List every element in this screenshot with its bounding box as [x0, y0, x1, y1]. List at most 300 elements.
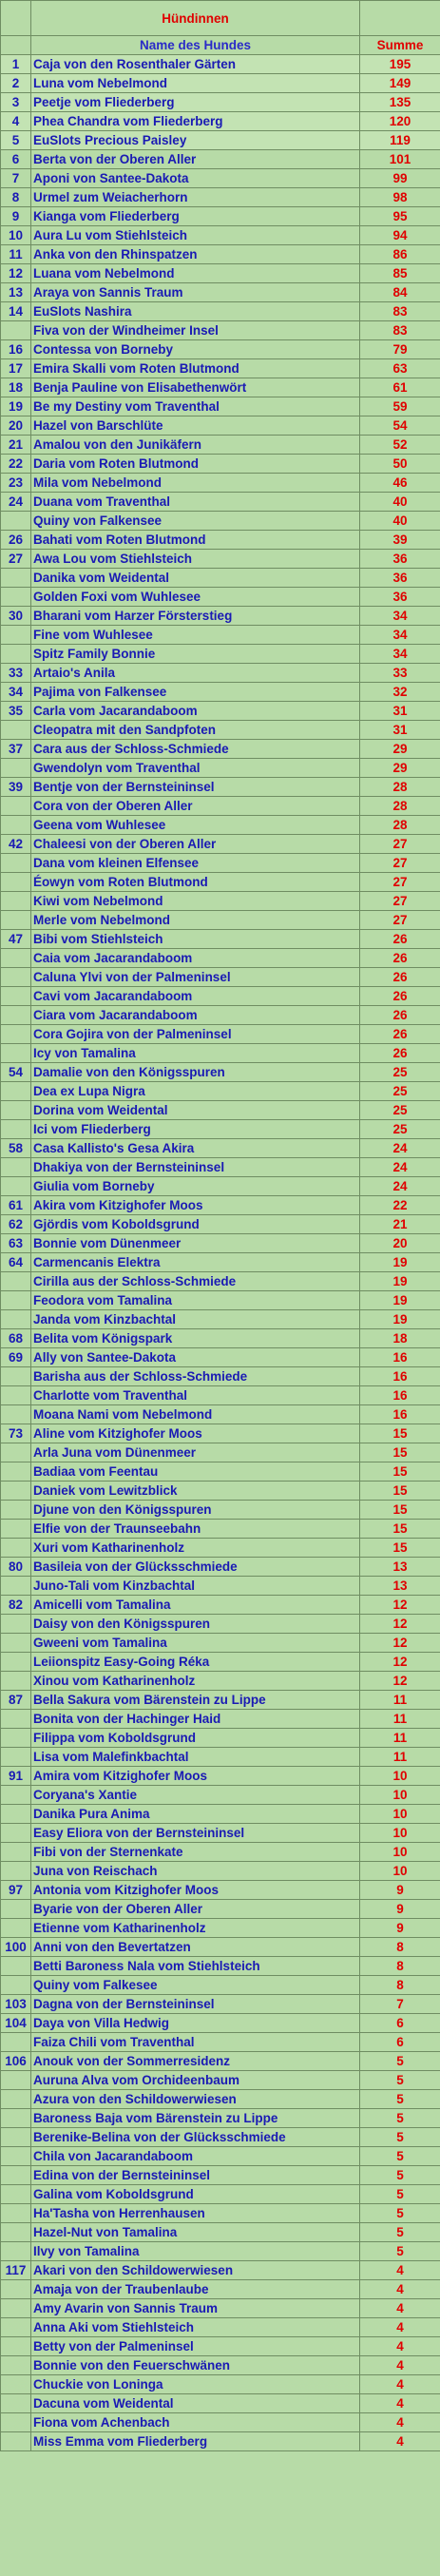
dog-name-cell: Berenike-Belina von der Glücksschmiede [31, 2128, 360, 2147]
rank-cell: 73 [1, 1424, 31, 1443]
dog-name-cell: Xuri vom Katharinenholz [31, 1539, 360, 1558]
table-row [1, 1634, 440, 1653]
rank-cell [1, 2033, 31, 2052]
table-row [1, 1938, 440, 1957]
rank-cell: 13 [1, 283, 31, 302]
score-cell: 83 [360, 321, 440, 340]
dog-name-cell: Betti Baroness Nala vom Stiehlsteich [31, 1957, 360, 1976]
dog-name-cell: Benja Pauline von Elisabethenwört [31, 378, 360, 397]
table-row [1, 55, 440, 74]
table-row [1, 1824, 440, 1843]
rank-cell [1, 1291, 31, 1310]
score-cell: 34 [360, 626, 440, 645]
dog-name-cell: Awa Lou vom Stiehlsteich [31, 550, 360, 569]
rank-cell [1, 873, 31, 892]
rank-cell [1, 816, 31, 835]
rank-cell: 17 [1, 359, 31, 378]
dog-name-cell: Duana vom Traventhal [31, 493, 360, 512]
table-row [1, 188, 440, 207]
dog-name-cell: Golden Foxi vom Wuhlesee [31, 588, 360, 607]
score-cell: 5 [360, 2242, 440, 2261]
rank-cell: 14 [1, 302, 31, 321]
table-row [1, 2356, 440, 2375]
dog-name-cell: Cara aus der Schloss-Schmiede [31, 740, 360, 759]
rank-cell [1, 797, 31, 816]
rank-cell [1, 854, 31, 873]
table-row [1, 1120, 440, 1139]
rank-cell: 97 [1, 1881, 31, 1900]
score-cell: 4 [360, 2337, 440, 2356]
dog-name-cell: Bella Sakura vom Bärenstein zu Lippe [31, 1691, 360, 1710]
rank-cell: 9 [1, 207, 31, 226]
rank-cell [1, 1177, 31, 1196]
table-row [1, 1044, 440, 1063]
rank-cell: 20 [1, 416, 31, 436]
rank-cell [1, 1653, 31, 1672]
rank-cell [1, 1272, 31, 1291]
rank-cell [1, 321, 31, 340]
header-score: Summe [360, 36, 440, 55]
dog-name-cell: Juna von Reischach [31, 1862, 360, 1881]
table-row [1, 1520, 440, 1539]
rank-cell [1, 645, 31, 664]
table-row [1, 1291, 440, 1310]
dog-name-cell: Chila von Jacarandaboom [31, 2147, 360, 2166]
rank-cell [1, 2432, 31, 2451]
score-cell: 10 [360, 1843, 440, 1862]
table-row [1, 2109, 440, 2128]
rank-cell [1, 911, 31, 930]
dog-name-cell: Bahati vom Roten Blutmond [31, 531, 360, 550]
score-cell: 34 [360, 607, 440, 626]
dog-name-cell: Azura von den Schildowerwiesen [31, 2090, 360, 2109]
table-row [1, 1158, 440, 1177]
rank-cell [1, 588, 31, 607]
dog-name-cell: Artaio's Anila [31, 664, 360, 683]
rank-cell [1, 1672, 31, 1691]
score-cell: 19 [360, 1310, 440, 1329]
table-row [1, 455, 440, 474]
table-row [1, 1900, 440, 1919]
score-cell: 15 [360, 1424, 440, 1443]
dog-name-cell: Daya von Villa Hedwig [31, 2014, 360, 2033]
dog-name-cell: Faiza Chili vom Traventhal [31, 2033, 360, 2052]
table-row [1, 2033, 440, 2052]
rank-cell [1, 2318, 31, 2337]
score-cell: 120 [360, 112, 440, 131]
table-row [1, 74, 440, 93]
dog-name-cell: Cirilla aus der Schloss-Schmiede [31, 1272, 360, 1291]
score-cell: 86 [360, 245, 440, 264]
table-row [1, 702, 440, 721]
rank-cell: 42 [1, 835, 31, 854]
table-row [1, 359, 440, 378]
table-row [1, 987, 440, 1006]
score-cell: 19 [360, 1253, 440, 1272]
rank-cell [1, 1843, 31, 1862]
score-cell: 5 [360, 2071, 440, 2090]
dog-name-cell: Ciara vom Jacarandaboom [31, 1006, 360, 1025]
score-cell: 46 [360, 474, 440, 493]
rank-cell [1, 2375, 31, 2394]
dog-name-cell: Daisy von den Königsspuren [31, 1615, 360, 1634]
rank-cell: 63 [1, 1234, 31, 1253]
table-row [1, 474, 440, 493]
dog-name-cell: Kiwi vom Nebelmond [31, 892, 360, 911]
table-row [1, 302, 440, 321]
rank-cell [1, 1786, 31, 1805]
dog-name-cell: Charlotte vom Traventhal [31, 1386, 360, 1405]
score-cell: 15 [360, 1482, 440, 1501]
score-cell: 10 [360, 1767, 440, 1786]
page-title: Hündinnen [31, 1, 360, 36]
score-cell: 52 [360, 436, 440, 455]
dog-name-cell: Bibi vom Stiehlsteich [31, 930, 360, 949]
dog-name-cell: Geena vom Wuhlesee [31, 816, 360, 835]
rank-cell: 24 [1, 493, 31, 512]
score-cell: 13 [360, 1558, 440, 1577]
table-row [1, 1710, 440, 1729]
score-cell: 149 [360, 74, 440, 93]
dog-name-cell: Aline vom Kitzighofer Moos [31, 1424, 360, 1443]
rank-cell [1, 1539, 31, 1558]
table-row [1, 1348, 440, 1367]
table-row [1, 397, 440, 416]
score-cell: 11 [360, 1710, 440, 1729]
score-cell: 27 [360, 892, 440, 911]
score-cell: 4 [360, 2299, 440, 2318]
dog-name-cell: Djune von den Königsspuren [31, 1501, 360, 1520]
table-row [1, 1367, 440, 1386]
table-row [1, 1215, 440, 1234]
rank-cell [1, 626, 31, 645]
score-cell: 21 [360, 1215, 440, 1234]
dog-name-cell: Betty von der Palmeninsel [31, 2337, 360, 2356]
rank-cell: 39 [1, 778, 31, 797]
table-row [1, 1272, 440, 1291]
table-row [1, 1881, 440, 1900]
table-row [1, 1729, 440, 1748]
rank-cell [1, 1577, 31, 1596]
score-cell: 26 [360, 1025, 440, 1044]
dog-name-cell: Easy Eliora von der Bernsteininsel [31, 1824, 360, 1843]
table-row [1, 1253, 440, 1272]
table-row [1, 683, 440, 702]
dog-name-cell: Bentje von der Bernsteininsel [31, 778, 360, 797]
rank-cell: 5 [1, 131, 31, 150]
rank-cell [1, 2242, 31, 2261]
score-cell: 6 [360, 2033, 440, 2052]
rank-cell [1, 2128, 31, 2147]
rank-cell [1, 2337, 31, 2356]
score-cell: 25 [360, 1082, 440, 1101]
score-cell: 33 [360, 664, 440, 683]
dog-name-cell: Bonita von der Hachinger Haid [31, 1710, 360, 1729]
score-cell: 39 [360, 531, 440, 550]
score-cell: 26 [360, 987, 440, 1006]
dog-name-cell: Cora von der Oberen Aller [31, 797, 360, 816]
table-row [1, 2223, 440, 2242]
table-row [1, 626, 440, 645]
rank-cell [1, 1957, 31, 1976]
score-cell: 12 [360, 1596, 440, 1615]
score-cell: 5 [360, 2109, 440, 2128]
rank-cell [1, 892, 31, 911]
score-cell: 31 [360, 702, 440, 721]
table-row [1, 112, 440, 131]
table-row [1, 378, 440, 397]
table-row [1, 1310, 440, 1329]
table-row [1, 1558, 440, 1577]
rank-cell [1, 1405, 31, 1424]
dog-name-cell: Caluna Ylvi von der Palmeninsel [31, 968, 360, 987]
rank-cell: 30 [1, 607, 31, 626]
rank-cell [1, 987, 31, 1006]
dog-name-cell: Dagna von der Bernsteininsel [31, 1995, 360, 2014]
dog-name-cell: Dhakiya von der Bernsteininsel [31, 1158, 360, 1177]
rank-cell: 7 [1, 169, 31, 188]
rank-cell: 10 [1, 226, 31, 245]
title-row [1, 1, 440, 36]
table-row [1, 321, 440, 340]
score-cell: 15 [360, 1443, 440, 1462]
dog-name-cell: Anna Aki vom Stiehlsteich [31, 2318, 360, 2337]
rank-cell [1, 968, 31, 987]
dog-name-cell: Fiva von der Windheimer Insel [31, 321, 360, 340]
score-cell: 27 [360, 873, 440, 892]
dog-name-cell: Dana vom kleinen Elfensee [31, 854, 360, 873]
dog-name-cell: Dorina vom Weidental [31, 1101, 360, 1120]
table-row [1, 1672, 440, 1691]
rank-cell [1, 1443, 31, 1462]
dog-name-cell: Caia vom Jacarandaboom [31, 949, 360, 968]
dog-name-cell: Gjördis vom Koboldsgrund [31, 1215, 360, 1234]
table-row [1, 1957, 440, 1976]
score-cell: 94 [360, 226, 440, 245]
score-cell: 27 [360, 911, 440, 930]
table-row [1, 968, 440, 987]
dog-name-cell: Etienne vom Katharinenholz [31, 1919, 360, 1938]
rank-cell [1, 1862, 31, 1881]
score-cell: 36 [360, 550, 440, 569]
dog-name-cell: Bonnie von den Feuerschwänen [31, 2356, 360, 2375]
rank-cell: 35 [1, 702, 31, 721]
dog-name-cell: Ha'Tasha von Herrenhausen [31, 2204, 360, 2223]
score-cell: 10 [360, 1805, 440, 1824]
table-row [1, 436, 440, 455]
table-row [1, 1386, 440, 1405]
table-row [1, 1177, 440, 1196]
rank-cell: 62 [1, 1215, 31, 1234]
score-cell: 31 [360, 721, 440, 740]
dog-name-cell: Juno-Tali vom Kinzbachtal [31, 1577, 360, 1596]
rank-cell [1, 1025, 31, 1044]
table-row [1, 930, 440, 949]
dog-name-cell: Ici vom Fliederberg [31, 1120, 360, 1139]
table-row [1, 797, 440, 816]
table-row [1, 416, 440, 436]
table-row [1, 911, 440, 930]
score-cell: 26 [360, 949, 440, 968]
rank-cell: 61 [1, 1196, 31, 1215]
table-row [1, 1805, 440, 1824]
score-cell: 28 [360, 816, 440, 835]
rank-cell [1, 2394, 31, 2413]
dog-name-cell: Araya von Sannis Traum [31, 283, 360, 302]
score-cell: 36 [360, 588, 440, 607]
rank-cell [1, 1805, 31, 1824]
dog-name-cell: EuSlots Nashira [31, 302, 360, 321]
table-row [1, 1063, 440, 1082]
rank-cell [1, 2299, 31, 2318]
dog-name-cell: Edina von der Bernsteininsel [31, 2166, 360, 2185]
score-cell: 9 [360, 1881, 440, 1900]
dog-name-cell: Gweeni vom Tamalina [31, 1634, 360, 1653]
score-cell: 5 [360, 2128, 440, 2147]
dog-name-cell: Leiionspitz Easy-Going Réka [31, 1653, 360, 1672]
table-row [1, 1405, 440, 1424]
rank-cell: 91 [1, 1767, 31, 1786]
table-row [1, 2071, 440, 2090]
table-row [1, 1234, 440, 1253]
score-cell: 27 [360, 835, 440, 854]
dog-name-cell: Feodora vom Tamalina [31, 1291, 360, 1310]
rank-cell [1, 2185, 31, 2204]
score-cell: 32 [360, 683, 440, 702]
rank-cell: 1 [1, 55, 31, 74]
dog-name-cell: Galina vom Koboldsgrund [31, 2185, 360, 2204]
score-cell: 8 [360, 1938, 440, 1957]
score-cell: 26 [360, 968, 440, 987]
rank-cell: 3 [1, 93, 31, 112]
table-row [1, 2413, 440, 2432]
score-cell: 16 [360, 1386, 440, 1405]
score-cell: 11 [360, 1729, 440, 1748]
score-cell: 26 [360, 1006, 440, 1025]
rank-cell: 2 [1, 74, 31, 93]
score-cell: 16 [360, 1367, 440, 1386]
table-row [1, 1025, 440, 1044]
table-row [1, 531, 440, 550]
rank-cell [1, 2090, 31, 2109]
score-cell: 61 [360, 378, 440, 397]
rank-cell [1, 1082, 31, 1101]
table-row [1, 2242, 440, 2261]
score-cell: 26 [360, 1044, 440, 1063]
score-cell: 15 [360, 1462, 440, 1482]
rank-cell: 82 [1, 1596, 31, 1615]
table-row [1, 2280, 440, 2299]
dog-name-cell: Amira vom Kitzighofer Moos [31, 1767, 360, 1786]
score-cell: 84 [360, 283, 440, 302]
score-cell: 13 [360, 1577, 440, 1596]
table-row [1, 93, 440, 112]
dog-name-cell: Antonia vom Kitzighofer Moos [31, 1881, 360, 1900]
rank-cell [1, 1482, 31, 1501]
score-cell: 4 [360, 2261, 440, 2280]
score-cell: 12 [360, 1634, 440, 1653]
score-cell: 12 [360, 1672, 440, 1691]
rank-cell: 103 [1, 1995, 31, 2014]
table-row [1, 493, 440, 512]
table-row [1, 1101, 440, 1120]
header-name: Name des Hundes [31, 36, 360, 55]
dog-name-cell: Miss Emma vom Fliederberg [31, 2432, 360, 2451]
dog-name-cell: Danika vom Weidental [31, 569, 360, 588]
rank-cell [1, 2147, 31, 2166]
score-cell: 119 [360, 131, 440, 150]
dog-name-cell: Merle vom Nebelmond [31, 911, 360, 930]
dog-name-cell: Dacuna vom Weidental [31, 2394, 360, 2413]
score-cell: 5 [360, 2147, 440, 2166]
rank-cell: 23 [1, 474, 31, 493]
score-cell: 59 [360, 397, 440, 416]
table-row [1, 759, 440, 778]
dog-name-cell: Hazel-Nut von Tamalina [31, 2223, 360, 2242]
score-cell: 16 [360, 1348, 440, 1367]
dog-name-cell: Damalie von den Königsspuren [31, 1063, 360, 1082]
dog-name-cell: Kianga vom Fliederberg [31, 207, 360, 226]
rank-cell: 68 [1, 1329, 31, 1348]
dog-name-cell: Mila vom Nebelmond [31, 474, 360, 493]
rank-cell: 37 [1, 740, 31, 759]
dog-name-cell: Caja von den Rosenthaler Gärten [31, 55, 360, 74]
table-row [1, 2166, 440, 2185]
rank-cell [1, 1386, 31, 1405]
score-cell: 9 [360, 1900, 440, 1919]
score-cell: 4 [360, 2375, 440, 2394]
dog-name-cell: Auruna Alva vom Orchideenbaum [31, 2071, 360, 2090]
rank-cell [1, 1462, 31, 1482]
table-row [1, 873, 440, 892]
rank-cell: 54 [1, 1063, 31, 1082]
dog-name-cell: Amalou von den Junikäfern [31, 436, 360, 455]
dog-name-cell: Elfie von der Traunseebahn [31, 1520, 360, 1539]
table-row [1, 2394, 440, 2413]
table-row [1, 340, 440, 359]
dog-name-cell: Ally von Santee-Dakota [31, 1348, 360, 1367]
table-row [1, 2052, 440, 2071]
score-cell: 15 [360, 1501, 440, 1520]
table-row [1, 835, 440, 854]
rank-cell: 21 [1, 436, 31, 455]
rank-cell [1, 512, 31, 531]
rank-cell [1, 2204, 31, 2223]
score-cell: 26 [360, 930, 440, 949]
score-cell: 10 [360, 1862, 440, 1881]
rank-cell [1, 1501, 31, 1520]
rank-cell: 47 [1, 930, 31, 949]
dog-name-cell: Berta von der Oberen Aller [31, 150, 360, 169]
table-row [1, 2147, 440, 2166]
score-cell: 10 [360, 1824, 440, 1843]
rank-cell [1, 949, 31, 968]
dog-name-cell: Barisha aus der Schloss-Schmiede [31, 1367, 360, 1386]
dog-name-cell: Phea Chandra vom Fliederberg [31, 112, 360, 131]
score-cell: 40 [360, 512, 440, 531]
score-cell: 4 [360, 2432, 440, 2451]
rank-cell: 80 [1, 1558, 31, 1577]
score-cell: 63 [360, 359, 440, 378]
dog-name-cell: Arla Juna vom Dünenmeer [31, 1443, 360, 1462]
dog-name-cell: Gwendolyn vom Traventhal [31, 759, 360, 778]
table-row [1, 169, 440, 188]
score-cell: 28 [360, 797, 440, 816]
dog-name-cell: Ilvy von Tamalina [31, 2242, 360, 2261]
score-cell: 15 [360, 1539, 440, 1558]
rank-cell: 12 [1, 264, 31, 283]
rank-cell [1, 1729, 31, 1748]
